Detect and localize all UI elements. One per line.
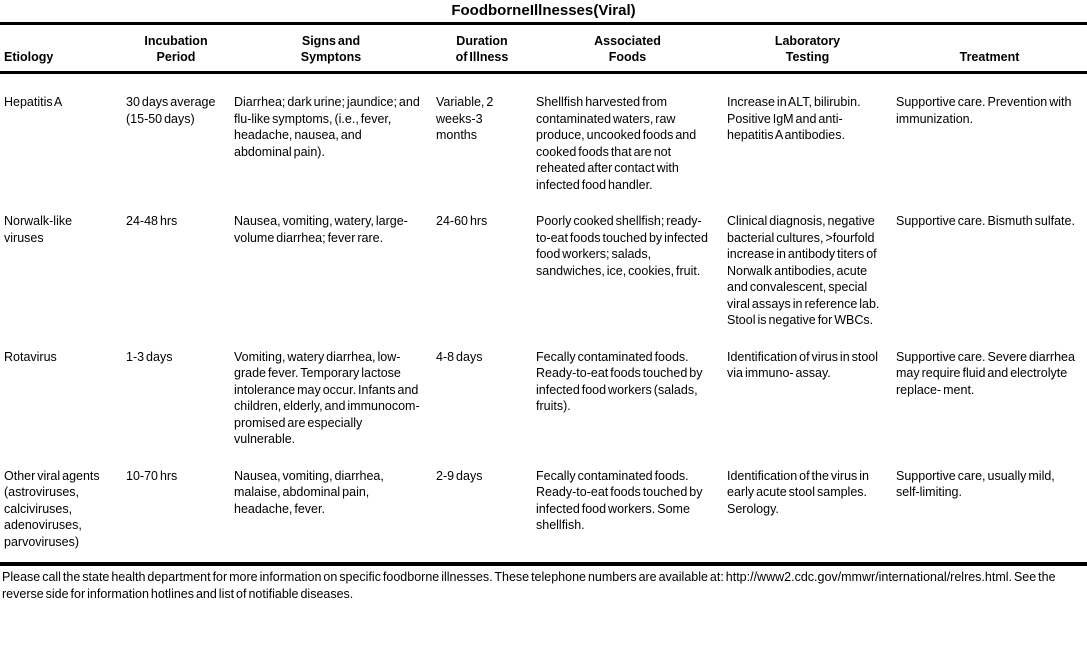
cell-signs: Vomiting, watery diarrhea, low-grade fever. Temporary lactose intolerance may occur. Infants and children, elderly, and immunocom- promised are especially vulnerable. [234, 349, 420, 446]
cell-lab: Clinical diagnosis, negative bacterial cultures, >fourfold increase in antibody titers of Norwalk antibodies, acute and convalescent, special viral assays in reference lab. Stool is negative for WBCs. [727, 214, 880, 327]
cell-duration: 24-60 hrs [436, 214, 488, 228]
cell-etiology: Rotavirus [4, 349, 57, 364]
cell-treatment: Supportive care. Severe diarrhea may require fluid and electrolyte replace- ment. [896, 349, 1075, 397]
cell-lab: Identification of virus in stool via immuno- assay. [727, 349, 879, 380]
table-header [0, 25, 1087, 73]
table-title: Foodborne Illnesses (Viral) [451, 2, 636, 19]
foodborne-illness-table [0, 25, 1087, 556]
cell-incubation: 10-70 hrs [126, 468, 178, 483]
cell-treatment: Supportive care. Bismuth sulfate. [896, 214, 1075, 228]
cell-lab: Increase in ALT, bilirubin. Positive IgM and anti-hepatitis A antibodies. [727, 95, 861, 142]
cell-etiology: Norwalk-like viruses [4, 214, 73, 245]
cell-duration: 4-8 days [436, 349, 483, 364]
cell-signs: Nausea, vomiting, watery, large-volume diarrhea; fever rare. [234, 214, 408, 245]
cell-treatment: Supportive care, usually mild, self-limiting. [896, 468, 1055, 499]
table-row-hepatitis-a [0, 73, 1087, 200]
cell-incubation: 30 days average (15-50 days) [126, 95, 216, 126]
cell-signs: Diarrhea; dark urine; jaundice; and flu-like symptoms, (i.e., fever, headache, nausea, and abdominal pain). [234, 95, 420, 159]
cell-lab: Identification of the virus in early acute stool samples. Serology. [727, 468, 869, 516]
cell-duration: 2-9 days [436, 468, 483, 483]
column-header-duration: Duration of Illness [432, 25, 532, 73]
column-header-associated-foods: Associated Foods [532, 25, 723, 73]
cell-foods: Poorly cooked shellfish; ready-to-eat foods touched by infected food workers; salads, sandwiches, ice, cookies, fruit. [536, 214, 708, 278]
cell-incubation: 1-3 days [126, 349, 173, 364]
cell-foods: Fecally contaminated foods. Ready-to-eat foods touched by infected food workers (salads, fruits). [536, 349, 703, 413]
column-header-etiology: Etiology [0, 25, 122, 73]
column-header-signs-symptoms: Signs and Symptons [230, 25, 432, 73]
cell-foods: Shellfish harvested from contaminated waters, raw produce, uncooked foods and cooked foods that are not reheated after contact with infected food handler. [536, 95, 697, 192]
table-row-rotavirus [0, 335, 1087, 454]
cell-duration: Variable, 2 weeks-3 months [436, 95, 494, 142]
footer-note: Please call the state health department for more information on specific foodborne illnesses. These telephone numbers are available at: http://www2.cdc.gov/mmwr/international/relres.html. See the reverse side for information hotlines and list of notifiable diseases. [2, 570, 1056, 601]
table-row-other-viral-agents [0, 454, 1087, 557]
column-header-laboratory-testing: Laboratory Testing [723, 25, 892, 73]
table-row-norwalk-like-viruses [0, 199, 1087, 335]
cell-signs: Nausea, vomiting, diarrhea, malaise, abdominal pain, headache, fever. [234, 468, 384, 516]
cell-etiology: Hepatitis A [4, 95, 63, 109]
cell-treatment: Supportive care. Prevention with immunization. [896, 95, 1072, 126]
cell-etiology: Other viral agents (astroviruses, calciviruses, adenoviruses, parvoviruses) [4, 468, 100, 549]
column-header-incubation-period: Incubation Period [122, 25, 230, 73]
cell-foods: Fecally contaminated foods. Ready-to-eat foods touched by infected food workers. Some shellfish. [536, 468, 703, 532]
cell-incubation: 24-48 hrs [126, 214, 178, 228]
column-header-treatment: Treatment [892, 25, 1087, 73]
